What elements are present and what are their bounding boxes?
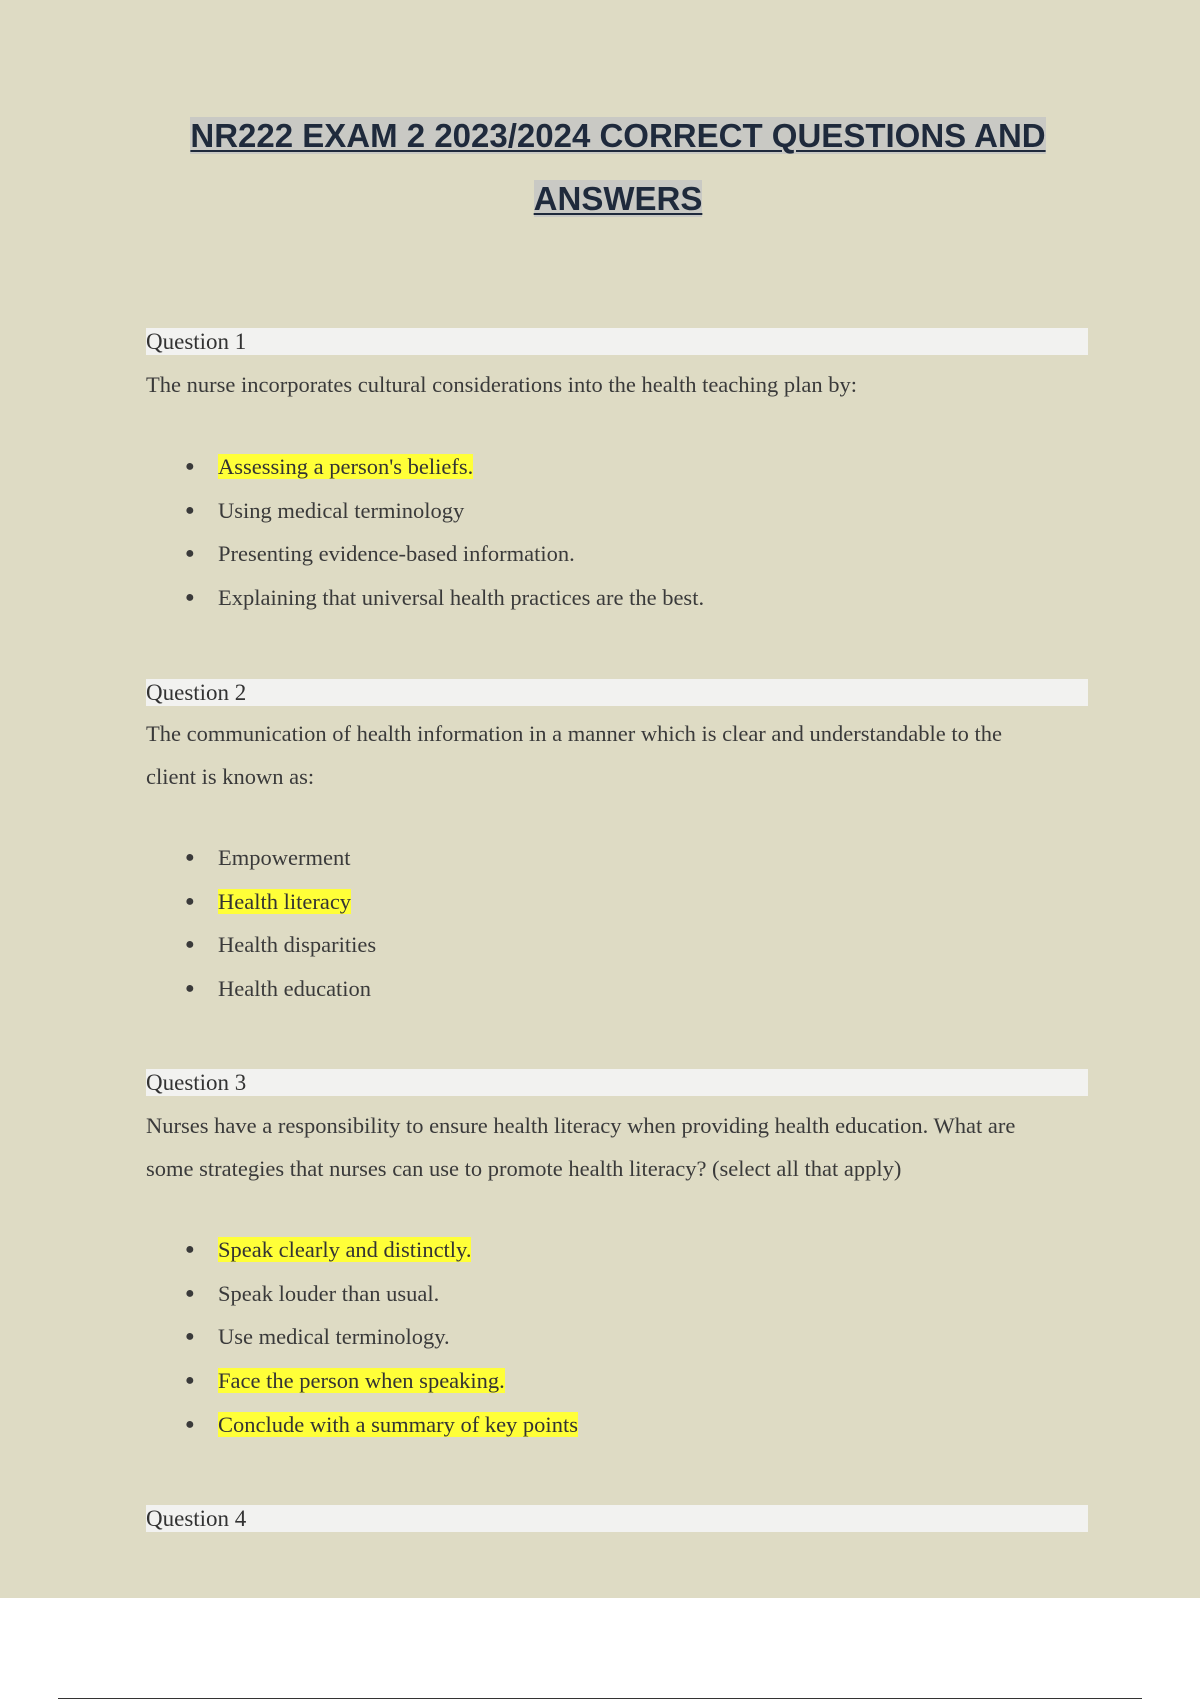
bullet-icon: ● xyxy=(185,849,195,866)
option-text-highlighted: Speak clearly and distinctly. xyxy=(218,1237,472,1262)
question-2-label: Question 2 xyxy=(146,679,1088,706)
list-item xyxy=(146,880,376,924)
list-item xyxy=(146,1359,578,1403)
list-item xyxy=(146,1272,578,1316)
question-1-label: Question 1 xyxy=(146,328,1088,355)
bullet-icon: ● xyxy=(185,545,195,563)
bullet-icon: ● xyxy=(185,1284,195,1302)
list-item xyxy=(146,445,704,489)
option-text: Empowerment xyxy=(218,845,351,870)
option-text: Health education xyxy=(218,976,372,1002)
option-text-highlighted: Conclude with a summary of key points xyxy=(218,1411,578,1437)
question-2-stem-line-1: The communication of health information in a manner which is clear and understandable to the xyxy=(146,721,1002,746)
list-item xyxy=(146,489,704,533)
bullet-icon: ● xyxy=(185,1241,195,1258)
list-item xyxy=(146,1403,578,1447)
option-text: Health disparities xyxy=(218,932,377,958)
option-text: Presenting evidence-based information. xyxy=(218,541,575,567)
option-text: Explaining that universal health practices are the best. xyxy=(218,585,705,611)
list-item xyxy=(146,1228,578,1272)
bullet-icon: ● xyxy=(185,1415,195,1433)
question-2-stem xyxy=(146,712,1096,798)
title-line-2: ANSWERS xyxy=(533,180,703,217)
question-3-stem-line-1: Nurses have a responsibility to ensure health literacy when providing health education. What are xyxy=(146,1113,1016,1138)
question-1-stem: The nurse incorporates cultural considerations into the health teaching plan by: xyxy=(146,372,858,397)
option-text: Using medical terminology xyxy=(218,497,465,523)
question-3-stem xyxy=(146,1104,1096,1190)
option-text-highlighted: Face the person when speaking. xyxy=(218,1368,505,1394)
list-item xyxy=(146,1315,578,1359)
document-title xyxy=(0,104,1200,230)
list-item xyxy=(146,967,376,1011)
bullet-icon: ● xyxy=(185,892,195,910)
question-3-options xyxy=(146,1228,578,1447)
question-2-options xyxy=(146,836,376,1011)
option-text: Speak louder than usual. xyxy=(218,1280,440,1306)
bullet-icon: ● xyxy=(185,980,195,998)
option-text-highlighted: Assessing a person's beliefs. xyxy=(218,454,474,479)
question-3-stem-line-2: some strategies that nurses can use to promote health literacy? (select all that apply) xyxy=(146,1156,902,1181)
title-line-1: NR222 EXAM 2 2023/2024 CORRECT QUESTIONS AND xyxy=(190,117,1046,154)
bullet-icon: ● xyxy=(185,936,195,954)
question-3-label: Question 3 xyxy=(146,1069,1088,1096)
bullet-icon: ● xyxy=(185,589,195,607)
option-text-highlighted: Health literacy xyxy=(218,888,352,914)
list-item xyxy=(146,532,704,576)
list-item xyxy=(146,923,376,967)
bullet-icon: ● xyxy=(185,1328,195,1346)
bullet-icon: ● xyxy=(185,458,195,475)
list-item xyxy=(146,836,376,880)
question-2-stem-line-2: client is known as: xyxy=(146,764,315,789)
option-text: Use medical terminology. xyxy=(218,1324,450,1350)
bullet-icon: ● xyxy=(185,1372,195,1390)
bullet-icon: ● xyxy=(185,501,195,519)
question-1-options xyxy=(146,445,704,620)
footer-divider xyxy=(58,1698,1142,1699)
question-4-label: Question 4 xyxy=(146,1505,1088,1532)
list-item xyxy=(146,576,704,620)
